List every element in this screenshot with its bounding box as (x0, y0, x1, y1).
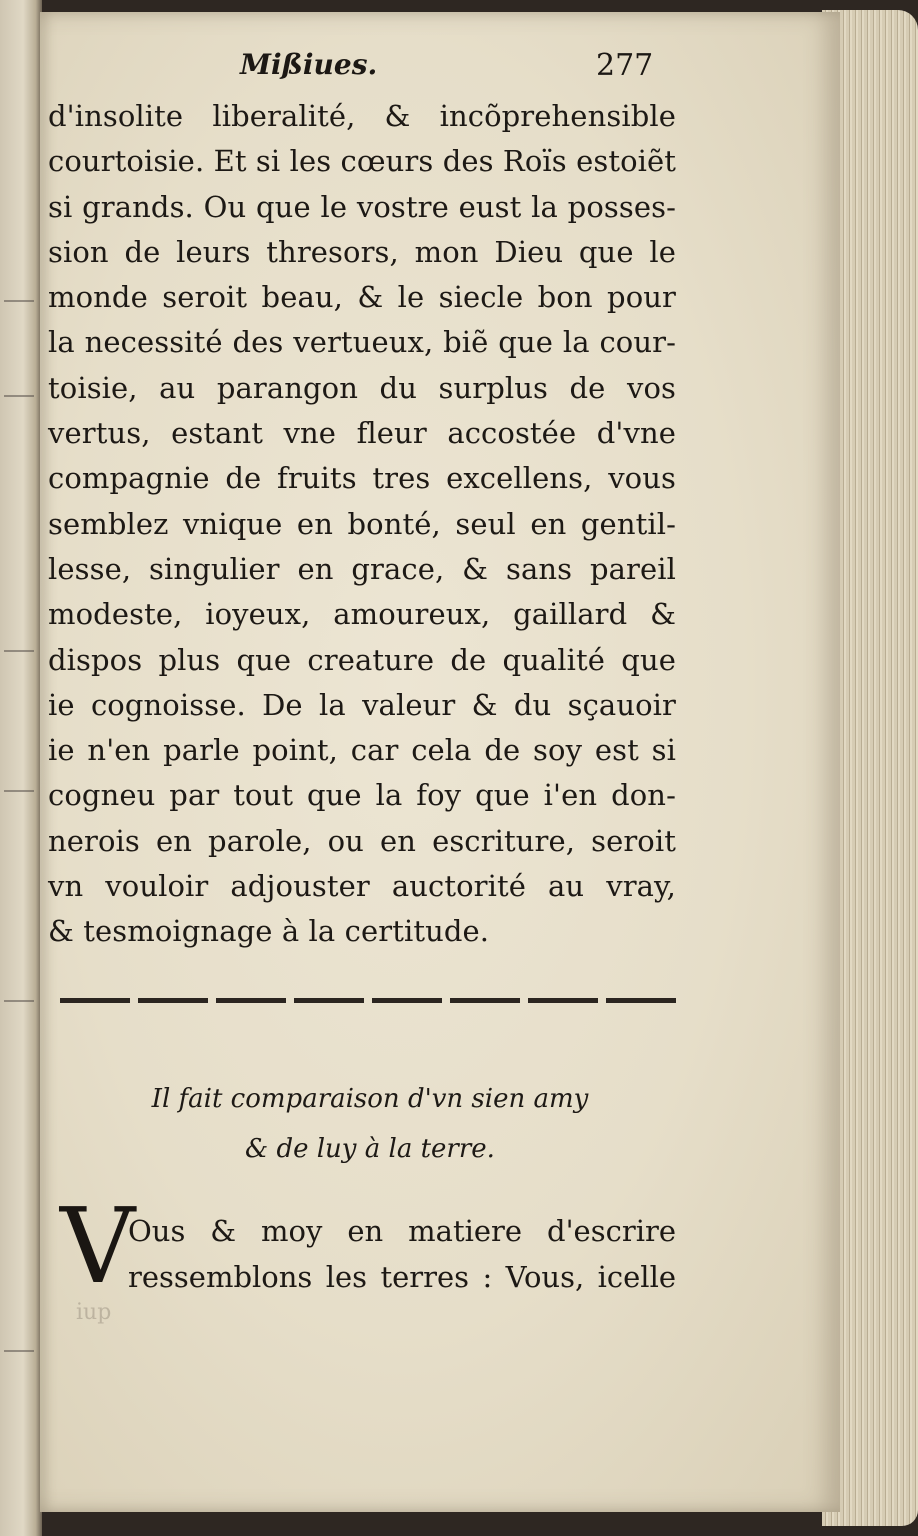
body-paragraph (48, 94, 676, 955)
text-line: sion de leurs thresors, mon Dieu que le (48, 234, 676, 269)
facing-page-edge (0, 0, 42, 1536)
text-line: & tesmoignage à la certitude. (48, 914, 490, 949)
text-line: semblez vnique en bonté, seul en gentil- (48, 506, 676, 541)
section-heading (100, 1074, 640, 1174)
section-paragraph (128, 1208, 676, 1300)
text-line: modeste, ioyeux, amoureux, gaillard & (48, 597, 676, 632)
text-line: nerois en parole, ou en escriture, seroit (48, 823, 676, 858)
text-line: si grands. Ou que le vostre eust la posses- (48, 189, 676, 224)
ornamental-rule (60, 998, 676, 1003)
text-line: cogneu par tout que la foy que i'en don- (48, 778, 676, 813)
heading-line: Il fait comparaison d'vn sien amy (151, 1084, 589, 1114)
facing-page-mark (4, 1350, 34, 1352)
text-line: dispos plus que creature de qualité que (48, 642, 676, 677)
text-line: d'insolite liberalité, & incõprehensible (48, 99, 676, 133)
text-line: vertus, estant vne fleur accostée d'vne (48, 416, 676, 451)
text-line: la necessité des vertueux, biẽ que la cour- (48, 325, 676, 360)
page-number: 277 (596, 48, 654, 83)
bleed-through-text: iup (76, 1300, 112, 1325)
text-line: vn vouloir adjouster auctorité au vray, (48, 869, 676, 904)
text-line: ressemblons les terres : Vous, icelle (128, 1260, 676, 1294)
heading-line: & de luy à la terre. (245, 1134, 495, 1164)
text-line: courtoisie. Et si les cœurs des Roïs estoiẽt (48, 144, 677, 179)
facing-page-mark (4, 790, 34, 792)
facing-page-mark (4, 300, 34, 302)
facing-page-mark (4, 395, 34, 397)
text-line: ie cognoisse. De la valeur & du sçauoir (48, 687, 676, 722)
running-head: Mißiues. (240, 48, 378, 81)
book-page (40, 12, 840, 1512)
text-line: toisie, au parangon du surplus de vos (48, 370, 676, 405)
text-line: Ous & moy en matiere d'escrire (128, 1214, 676, 1248)
facing-page-mark (4, 1000, 34, 1002)
text-line: compagnie de fruits tres excellens, vous (48, 461, 676, 496)
text-line: monde seroit beau, & le siecle bon pour (48, 280, 676, 315)
text-line: lesse, singulier en grace, & sans pareil (48, 551, 676, 586)
facing-page-mark (4, 650, 34, 652)
text-line: ie n'en parle point, car cela de soy est si (48, 733, 676, 768)
drop-cap: V (60, 1185, 136, 1307)
